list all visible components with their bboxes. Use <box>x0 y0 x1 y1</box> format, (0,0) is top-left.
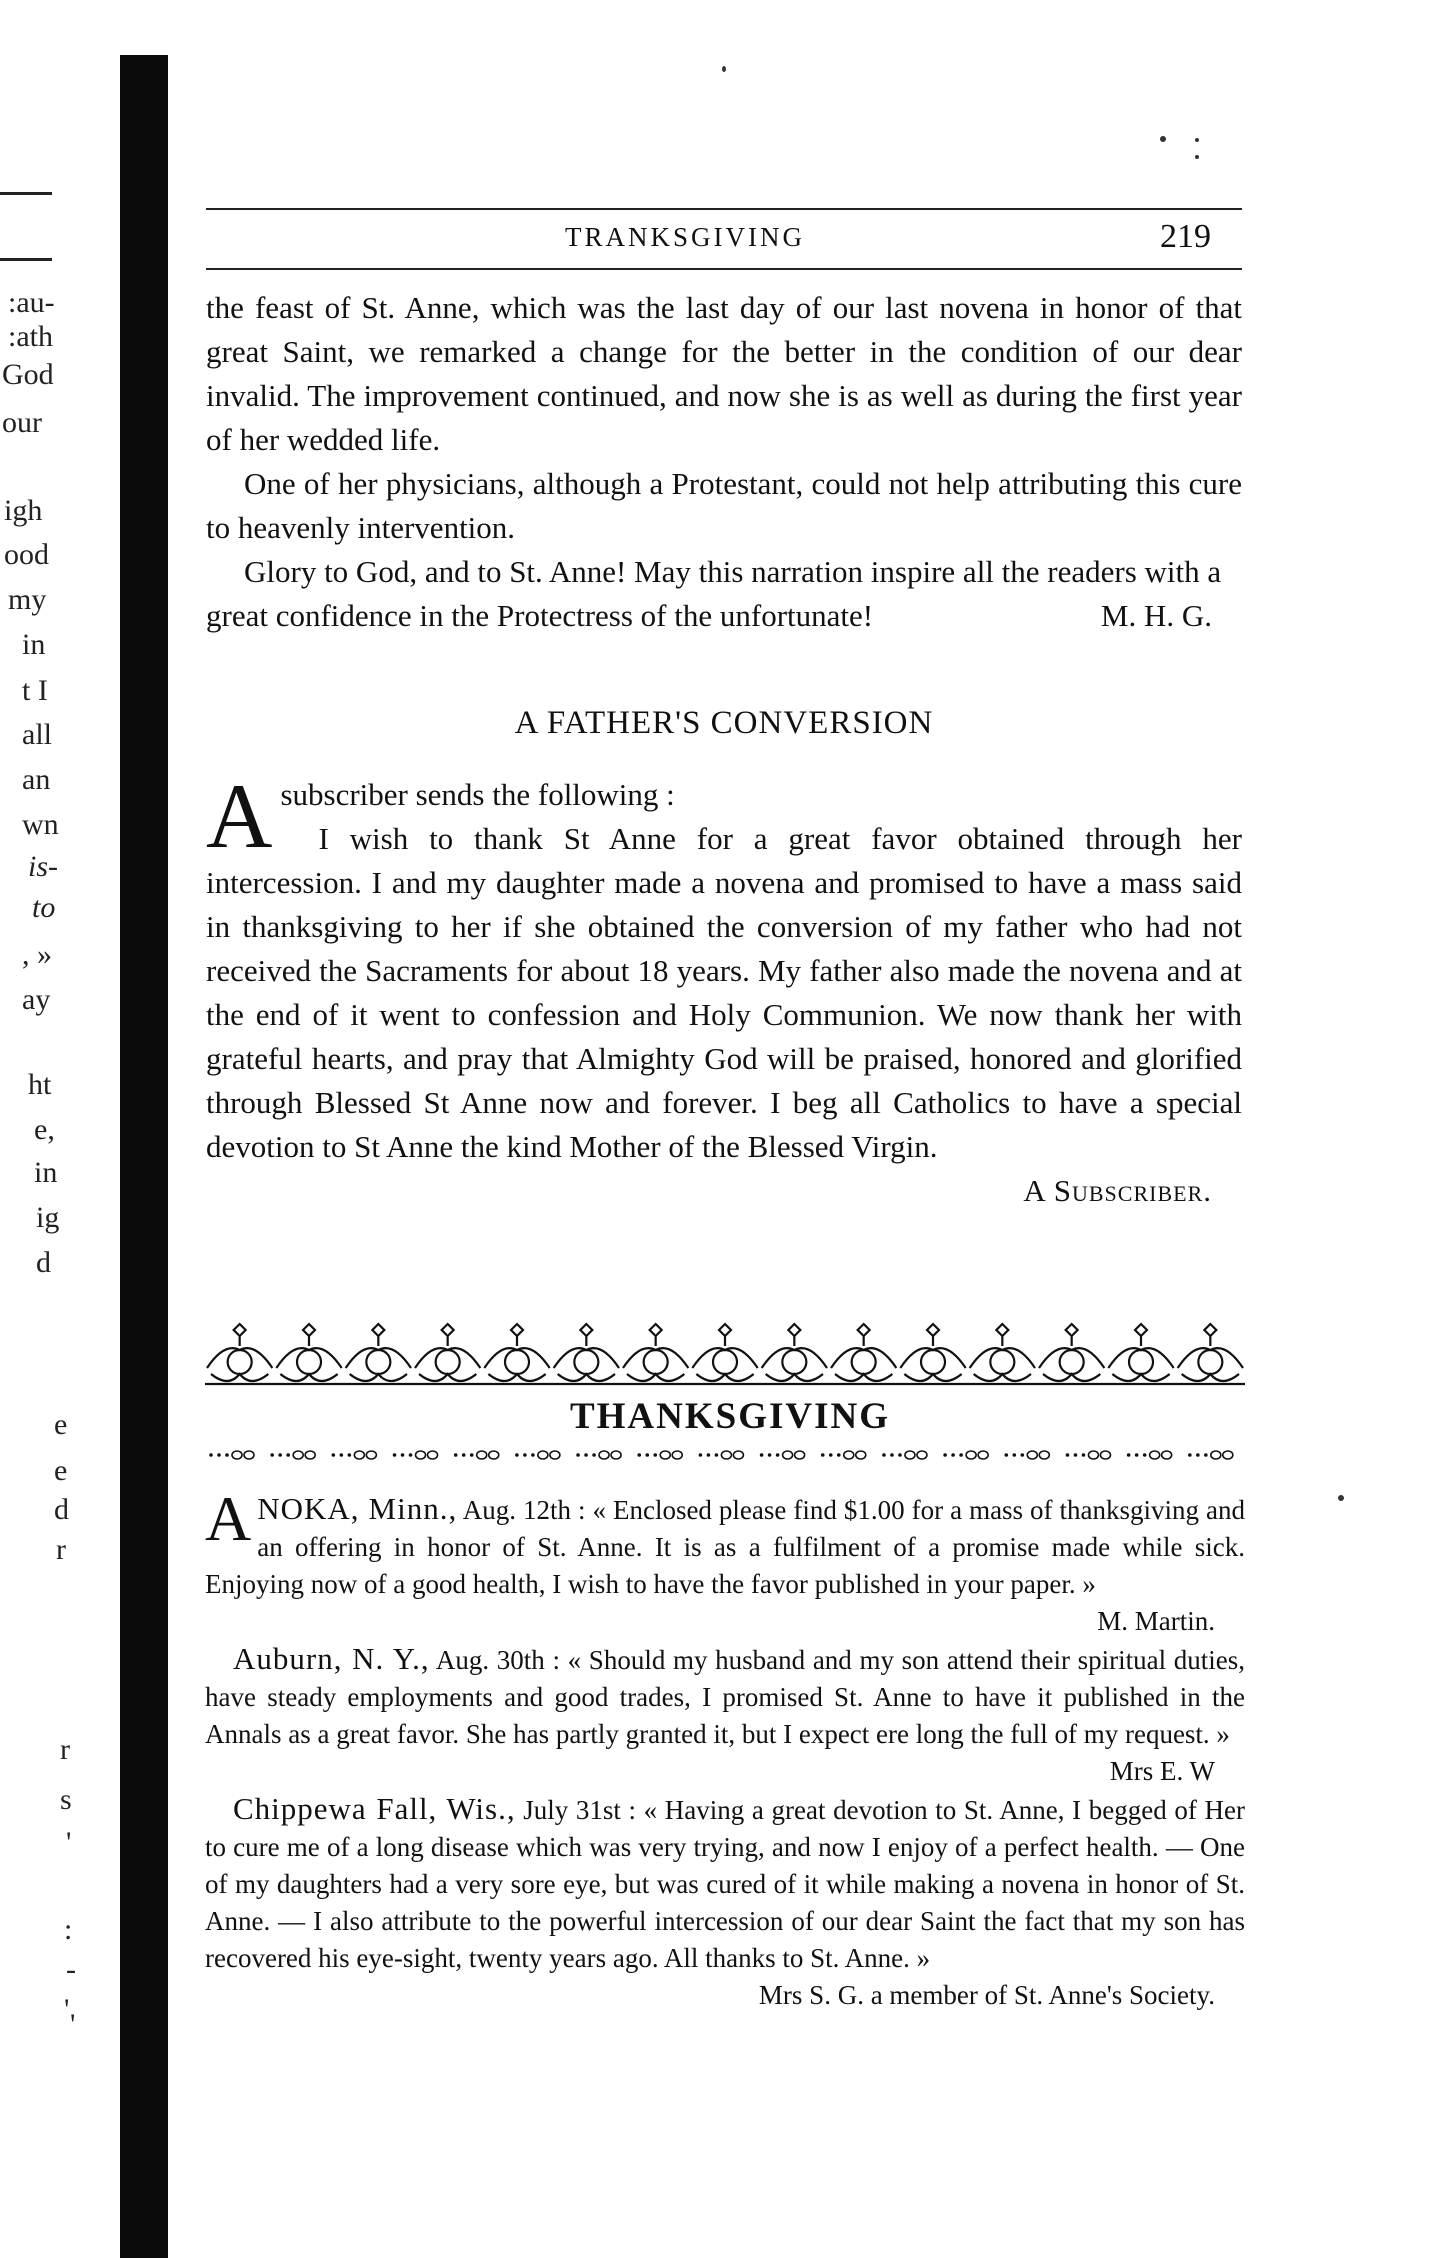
signature-line <box>205 1603 1245 1640</box>
ornament-motif <box>831 1324 896 1381</box>
divider-motif <box>270 1451 315 1459</box>
margin-fragment: - <box>66 1953 76 1986</box>
ornament-motif <box>762 1324 827 1381</box>
margin-fragment: is- <box>28 850 58 883</box>
divider-motif <box>1127 1451 1172 1459</box>
divider-motif <box>393 1451 438 1459</box>
margin-fragment: all <box>22 718 52 751</box>
margin-fragment: ' <box>70 2008 76 2041</box>
divider-motif <box>821 1451 866 1459</box>
divider-motif <box>332 1451 377 1459</box>
header-rule-top <box>206 208 1242 210</box>
margin-fragment: : <box>64 1913 73 1946</box>
divider-motif <box>1066 1451 1111 1459</box>
margin-fragment: in <box>22 628 46 661</box>
ornament-motif <box>484 1324 549 1381</box>
margin-fragment: ' <box>64 1993 70 2026</box>
margin-fragment: igh <box>4 494 43 527</box>
margin-fragment: wn <box>22 808 59 841</box>
header-rule-bottom <box>206 268 1242 270</box>
divider-motif <box>209 1451 254 1459</box>
facing-page-fragments <box>0 0 118 2258</box>
paragraph: One of her physicians, although a Protestant, could not help attributing this cure to heavenly intervention. <box>206 466 1242 545</box>
margin-fragment: ' <box>66 1826 72 1859</box>
margin-fragment: t I <box>22 674 48 707</box>
margin-fragment: ay <box>22 983 51 1016</box>
margin-fragment: to <box>32 891 56 924</box>
margin-fragment: ood <box>4 538 49 571</box>
entry-place: NOKA, Minn., <box>257 1491 458 1526</box>
divider-motif <box>454 1451 499 1459</box>
divider-motif <box>760 1451 805 1459</box>
paragraph: I wish to thank St Anne for a great favor obtained through her intercession. I and my daughter made a novena and promised to have a mass said in thanksgiving to her if she obtained the conversion of my father who had not received the Sacraments for about 18 years. My father also made the novena and at the end of it went to confession and Holy Communion. We now thank her with grateful hearts, and pray that Almighty God will be praised, honored and glorified through Blessed St Anne now and forever. I beg all Catholics to have a special devotion to St Anne the kind Mother of the Blessed Virgin. <box>206 821 1242 1164</box>
signature-line <box>206 1169 1242 1213</box>
page-number: 219 <box>1160 218 1211 255</box>
section-title: THANKSGIVING <box>569 1396 891 1437</box>
entry-anoka <box>205 1483 1246 1603</box>
ornament-motif <box>692 1324 757 1381</box>
margin-fragment: r <box>60 1733 70 1766</box>
ornament-motif <box>1039 1324 1104 1381</box>
margin-rule <box>0 258 52 261</box>
divider-motif <box>515 1451 560 1459</box>
signature: A Subscriber. <box>1023 1173 1212 1208</box>
ornament-motif <box>623 1324 688 1381</box>
entry-auburn <box>205 1640 1245 1753</box>
divider-motif <box>1188 1451 1233 1459</box>
margin-fragment: in <box>34 1156 58 1189</box>
signature-line <box>205 1753 1245 1790</box>
ornament-motif <box>900 1324 965 1381</box>
entry-text: « Having a great devotion to St. Anne, I begged of Her to cure me of a long disease which was very trying, and now I enjoy of a perfect health. — One of my daughters had a very sore eye, but was cured of it while making a novena in honor of St. Anne. — I also attribute to the powerful intercession of our dear Saint the fact that my son has recovered his eye-sight, twenty years ago. All thanks to St. Anne. » <box>205 1795 1245 1973</box>
drop-cap: A <box>205 1483 252 1554</box>
running-head: TRANKSGIVING <box>565 222 805 252</box>
margin-fragment: d <box>36 1246 51 1279</box>
entry-text: « Enclosed please find $1.00 for a mass of thanksgiving and an offering in honor of St. Anne. It is as a fulfilment of a promise made while sick. Enjoying now of a good health, I wish to have the favor published in your paper. » <box>205 1495 1246 1599</box>
section-body <box>206 765 1242 1213</box>
margin-fragment: :au- <box>8 286 55 319</box>
drop-cap: A <box>206 765 273 867</box>
thanksgiving-entries <box>205 1483 1246 2014</box>
paragraph: the feast of St. Anne, which was the last day of our last novena in honor of that great Saint, we remarked a change for the better in the condition of our dear invalid. The improvement continued, and now she is as well as during the first year of her wedded life. <box>206 290 1242 457</box>
signature: Mrs S. G. a member of St. Anne's Society. <box>758 1980 1215 2010</box>
signature-line <box>205 1977 1245 2014</box>
margin-fragment: ig <box>36 1201 60 1234</box>
section-title: A FATHER'S CONVERSION <box>514 705 934 741</box>
margin-fragment: my <box>8 583 47 616</box>
margin-fragment: ht <box>28 1068 52 1101</box>
margin-fragment: e <box>54 1408 68 1441</box>
margin-fragment: e <box>54 1454 68 1487</box>
ornament-motif <box>1108 1324 1173 1381</box>
margin-fragment: e, <box>34 1113 55 1146</box>
signature: Mrs E. W <box>1109 1756 1215 1786</box>
divider-motif <box>576 1451 621 1459</box>
margin-fragment: , » <box>22 938 52 971</box>
ornament-motif <box>970 1324 1035 1381</box>
margin-fragment: :ath <box>8 320 53 353</box>
paragraph: Glory to God, and to St. Anne! May this narration inspire all the readers with a great confidence in the Protectress of the unfortunate! <box>206 554 1222 633</box>
book-spine-shadow <box>120 55 168 2258</box>
margin-fragment: God <box>2 358 54 391</box>
ornament-motif <box>346 1324 411 1381</box>
margin-rule <box>0 192 52 195</box>
margin-fragment: our <box>2 406 42 439</box>
ornament-motif <box>1178 1324 1243 1381</box>
margin-fragment: s <box>60 1783 72 1816</box>
ornament-motif <box>415 1324 480 1381</box>
ornament-motif <box>207 1324 272 1381</box>
entry-place: Auburn, N. Y., <box>233 1641 430 1676</box>
divider-motif <box>882 1451 927 1459</box>
divider-motif <box>1004 1451 1049 1459</box>
divider-motif <box>699 1451 744 1459</box>
ornament-motif <box>554 1324 619 1381</box>
entry-text: « Should my husband and my son attend their spiritual duties, have steady employments and good trades, I promised St. Anne to have it published in the Annals as a great favor. She has partly granted it, but I expect ere long the full of my request. » <box>205 1645 1246 1749</box>
entry-place: Chippewa Fall, Wis., <box>233 1791 516 1826</box>
dotted-divider <box>205 1448 1245 1462</box>
ornament-band <box>205 1318 1245 1388</box>
entry-date: Aug. 30th : <box>435 1645 560 1675</box>
intro-line: subscriber sends the following : <box>280 777 675 812</box>
margin-fragment: an <box>22 763 51 796</box>
signature: M. H. G. <box>1100 598 1212 633</box>
margin-fragment: d <box>54 1493 69 1526</box>
entry-chippewa <box>205 1790 1245 1977</box>
margin-fragment: r <box>56 1533 66 1566</box>
ornament-motif <box>276 1324 341 1381</box>
signature: M. Martin. <box>1097 1606 1215 1636</box>
entry-date: Aug. 12th : <box>462 1495 586 1525</box>
scan-speck <box>1338 1495 1344 1501</box>
entry-date: July 31st : <box>523 1795 637 1825</box>
section-continuation <box>206 286 1242 638</box>
divider-motif <box>637 1451 682 1459</box>
divider-motif <box>943 1451 988 1459</box>
